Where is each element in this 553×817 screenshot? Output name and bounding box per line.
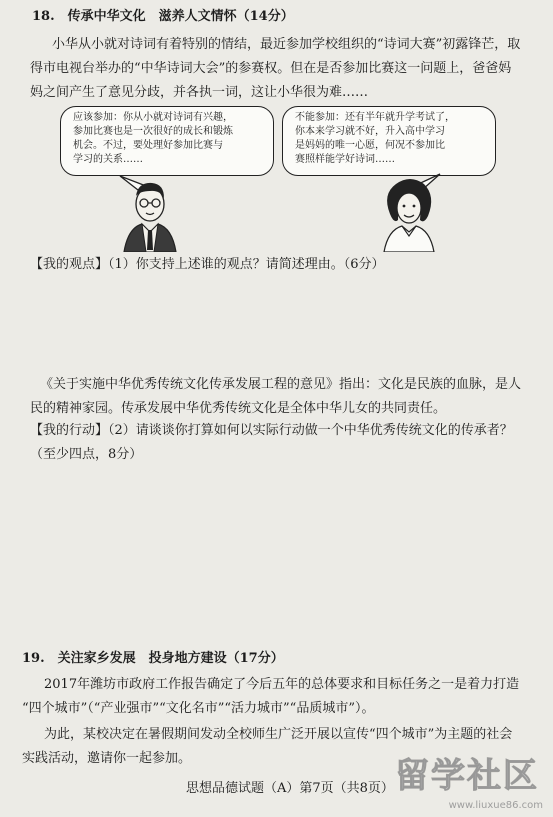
q19-line-2: “四个城市”（“产业强市”“文化名市”“活力城市”“品质城市”）。 <box>22 701 375 716</box>
father-bubble-line-4: 学习的关系…… <box>73 154 143 165</box>
mother-speech-bubble <box>282 106 496 176</box>
q19-line-3: 为此，某校决定在暑假期间发动全校师生广泛开展以宣传“四个城市”为主题的社会 <box>44 727 513 742</box>
father-speech-bubble <box>60 106 274 176</box>
mother-bubble-line-2: 你本来学习就不好，升入高中学习 <box>295 126 445 137</box>
q18-view-question: 【我的观点】（1）你支持上述谁的观点？请简述理由。（6分） <box>30 257 385 272</box>
father-illustration <box>116 170 180 252</box>
q18-intro-line-3: 妈之间产生了意见分歧，并各执一词，这让小华很为难…… <box>30 85 369 100</box>
mother-illustration <box>374 170 444 252</box>
watermark-logo-text: 留学社区 <box>395 756 539 796</box>
q18-action-question-line-2: （至少四点，8分） <box>30 447 143 462</box>
mother-bubble-line-4: 赛照样能学好诗词…… <box>295 154 395 165</box>
watermark-url: www.liuxue86.com <box>448 800 543 811</box>
q18-header: 18. 传承中华文化 滋养人文情怀（14分） <box>32 9 294 24</box>
q18-intro-line-1: 小华从小就对诗词有着特别的情结，最近参加学校组织的“诗词大赛”初露锋芒，取 <box>52 37 521 52</box>
q19-line-4: 实践活动，邀请你一起参加。 <box>22 751 192 766</box>
q18-passage-line-1: 《关于实施中华优秀传统文化传承发展工程的意见》指出：文化是民族的血脉，是人 <box>40 377 522 392</box>
q19-line-1: 2017年潍坊市政府工作报告确定了今后五年的总体要求和目标任务之一是着力打造 <box>44 677 520 692</box>
q19-header: 19. 关注家乡发展 投身地方建设（17分） <box>22 651 284 666</box>
father-bubble-line-3: 机会。不过，要处理好参加比赛与 <box>73 140 223 151</box>
q18-action-question-line-1: 【我的行动】（2）请谈谈你打算如何以实际行动做一个中华优秀传统文化的传承者？ <box>30 423 513 438</box>
father-bubble-line-1: 应该参加：你从小就对诗词有兴趣， <box>73 112 233 123</box>
mother-bubble-line-3: 是妈妈的唯一心愿，何况不参加比 <box>295 140 445 151</box>
q18-passage-line-2: 民的精神家园。传承发展中华优秀传统文化是全体中华儿女的共同责任。 <box>30 401 447 416</box>
father-bubble-line-2: 参加比赛也是一次很好的成长和锻炼 <box>73 126 233 137</box>
mother-bubble-line-1: 不能参加：还有半年就升学考试了， <box>295 112 455 123</box>
page-footer: 思想品德试题（A）第7页（共8页） <box>186 781 394 796</box>
q18-intro-line-2: 得市电视台举办的“中华诗词大会”的参赛权。但在是否参加比赛这一问题上，爸爸妈 <box>30 61 512 76</box>
